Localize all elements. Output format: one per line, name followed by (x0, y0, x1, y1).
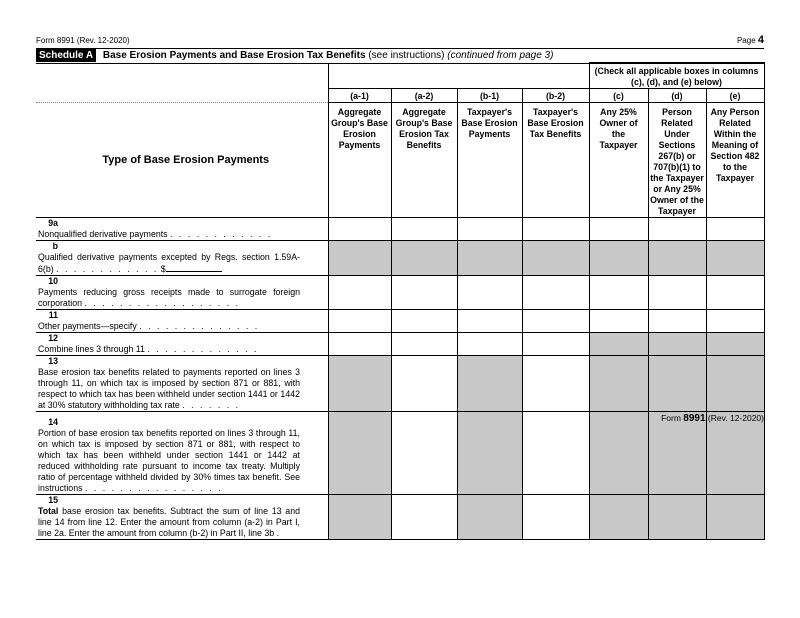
cell-12-e (706, 333, 764, 356)
cell-9a-a1[interactable] (328, 218, 391, 241)
cell-11-a2[interactable] (391, 310, 457, 333)
cell-11-a1[interactable] (328, 310, 391, 333)
cell-12-b2[interactable] (522, 333, 589, 356)
line-9b-row: bQualified derivative payments excepted by Regs. section 1.59A-6(b) . . . . . . . . . . . . $ (36, 241, 764, 276)
column-code-row (36, 89, 764, 103)
cell-10-c[interactable] (589, 276, 648, 310)
col-code-a1: (a-1) (328, 89, 391, 103)
cell-9b-a1 (328, 241, 391, 276)
line-text: Portion of base erosion tax benefits reported on lines 3 through 11, on which tax is imposed by section 871 or 881, with respect to which tax has been withheld under section 1441 or 1442 at reduced withholding rate pursuant to income tax treaty. Multiply ratio of percentage withheld divided by 30% times tax benefit. See instructions (38, 428, 300, 493)
cell-9a-c[interactable] (589, 218, 648, 241)
row-header: Type of Base Erosion Payments (36, 103, 328, 218)
line-13-row: 13Base erosion tax benefits related to payments reported on lines 3 through 11, on which tax is imposed by section 871 or 881, with respect to which tax has been withheld under section 1441 or 1442 at 30% statutory withholding tax rate . . . . . . . (36, 356, 764, 412)
cell-9b-b2 (522, 241, 589, 276)
cell-10-a1[interactable] (328, 276, 391, 310)
cell-15-a2[interactable] (391, 495, 457, 540)
cell-9a-b1[interactable] (457, 218, 522, 241)
footer-form-number: 8991 (683, 413, 706, 424)
line-text: Base erosion tax benefits related to payments reported on lines 3 through 11, on which tax is imposed by section 871 or 881, with respect to which tax has been withheld under section 1441 or 1442 at 30% statutory withholding tax rate (38, 367, 300, 410)
cell-9b-c (589, 241, 648, 276)
col-code-a2: (a-2) (391, 89, 457, 103)
line-10-row: 10Payments reducing gross receipts made to surrogate foreign corporation . . . . . . . . . . . . . . . . . . (36, 276, 764, 310)
schedule-tag: Schedule A (36, 49, 96, 62)
cell-13-a1 (328, 356, 391, 412)
footer-prefix: Form (661, 413, 681, 423)
cell-9a-b2[interactable] (522, 218, 589, 241)
line-number: 13 (48, 356, 58, 366)
cell-14-a2[interactable] (391, 412, 457, 495)
cell-13-e (706, 356, 764, 412)
cell-11-d[interactable] (648, 310, 706, 333)
cell-9b-d (648, 241, 706, 276)
cell-9b-e (706, 241, 764, 276)
col-desc-a1: Aggregate Group's Base Erosion Payments (328, 103, 391, 218)
line-number: b (52, 241, 58, 251)
col-desc-d: Person Related Under Sections 267(b) or 707(b)(1) to the Taxpayer or Any 25% Owner of the Taxpayer (648, 103, 706, 218)
col-code-d: (d) (648, 89, 706, 103)
page-indicator (737, 34, 764, 46)
cell-14-c (589, 412, 648, 495)
check-note: (Check all applicable boxes in columns (c), (d), and (e) below) (589, 63, 764, 89)
amount-entry-9b[interactable] (166, 263, 222, 272)
page-label: Page (736, 36, 756, 45)
col-desc-b2: Taxpayer's Base Erosion Tax Benefits (522, 103, 589, 218)
cell-15-d (648, 495, 706, 540)
cell-13-b2[interactable] (522, 356, 589, 412)
line-11-row: 11Other payments—specify . . . . . . . . . . . . . . (36, 310, 764, 333)
cell-13-c (589, 356, 648, 412)
line-number: 15 (48, 495, 58, 505)
base-erosion-table (36, 62, 765, 540)
line-text: Nonqualified derivative payments (38, 229, 168, 239)
line-text: base erosion tax benefits. Subtract the sum of line 13 and line 14 from line 12. Enter the amount from column (a-2) in Part I, line 2a. Enter the amount from column (b-2) in Part II, line 3b (38, 506, 300, 538)
line-text: Payments reducing gross receipts made to surrogate foreign corporation (38, 287, 300, 308)
cell-10-a2[interactable] (391, 276, 457, 310)
cell-15-a1 (328, 495, 391, 540)
col-desc-c: Any 25% Owner of the Taxpayer (589, 103, 648, 218)
line-number: 11 (48, 310, 58, 320)
cell-12-d (648, 333, 706, 356)
cell-11-b2[interactable] (522, 310, 589, 333)
cell-15-c (589, 495, 648, 540)
line-text: Other payments—specify (38, 321, 137, 331)
cell-12-a2[interactable] (391, 333, 457, 356)
line-text: Combine lines 3 through 11 (38, 344, 145, 354)
cell-9a-a2[interactable] (391, 218, 457, 241)
page-footer (661, 413, 764, 424)
cell-13-a2[interactable] (391, 356, 457, 412)
amount-prefix: $ (160, 264, 166, 274)
cell-10-e[interactable] (706, 276, 764, 310)
line-9a-row: 9aNonqualified derivative payments . . . . . . . . . . . . (36, 218, 764, 241)
line-number: 12 (48, 333, 58, 343)
cell-12-c (589, 333, 648, 356)
cell-11-b1[interactable] (457, 310, 522, 333)
line-number: 10 (48, 276, 58, 286)
col-code-b1: (b-1) (457, 89, 522, 103)
cell-15-e (706, 495, 764, 540)
line-lead: Total (38, 506, 59, 516)
col-code-e: (e) (706, 89, 764, 103)
cell-12-b1[interactable] (457, 333, 522, 356)
cell-10-b1[interactable] (457, 276, 522, 310)
cell-14-b2[interactable] (522, 412, 589, 495)
cell-9a-d[interactable] (648, 218, 706, 241)
form-id: Form 8991 (Rev. 12-2020) (36, 36, 130, 45)
cell-9a-e[interactable] (706, 218, 764, 241)
cell-14-b1 (457, 412, 522, 495)
col-desc-e: Any Person Related Within the Meaning of Section 482 to the Taxpayer (706, 103, 764, 218)
cell-9b-a2 (391, 241, 457, 276)
cell-13-d (648, 356, 706, 412)
cell-10-b2[interactable] (522, 276, 589, 310)
line-number: 9a (48, 218, 58, 228)
footer-revision: (Rev. 12-2020) (707, 413, 764, 423)
cell-13-b1 (457, 356, 522, 412)
column-desc-row (36, 103, 764, 218)
line-12-row: 12Combine lines 3 through 11 . . . . . . . . . . . . . (36, 333, 764, 356)
schedule-see: (see instructions) (368, 50, 445, 61)
cell-11-c[interactable] (589, 310, 648, 333)
schedule-title: Base Erosion Payments and Base Erosion Tax Benefits (102, 50, 366, 61)
cell-11-e[interactable] (706, 310, 764, 333)
col-code-b2: (b-2) (522, 89, 589, 103)
page-number: 4 (757, 34, 764, 46)
cell-15-b1 (457, 495, 522, 540)
col-code-c: (c) (589, 89, 648, 103)
cell-9b-b1 (457, 241, 522, 276)
schedule-continued: (continued from page 3) (447, 50, 554, 61)
line-text: Qualified derivative payments excepted by Regs. section 1.59A-6(b) (38, 252, 300, 274)
col-desc-a2: Aggregate Group's Base Erosion Tax Benefits (391, 103, 457, 218)
cell-10-d[interactable] (648, 276, 706, 310)
col-desc-b1: Taxpayer's Base Erosion Payments (457, 103, 522, 218)
check-note-row (36, 63, 764, 89)
line-14-row: 14Portion of base erosion tax benefits reported on lines 3 through 11, on which tax is imposed by section 871 or 881, with respect to which tax has been withheld under section 1441 or 1442 at reduced withholding rate pursuant to income tax treaty. Multiply ratio of percentage withheld divided by 30% times tax benefit. See instructions . . . . . . . . . . . . . . . . (36, 412, 764, 495)
cell-14-a1 (328, 412, 391, 495)
line-15-row: 15Total base erosion tax benefits. Subtract the sum of line 13 and line 14 from line 12. Enter the amount from column (a-2) in Part I, line 2a. Enter the amount from column (b-2) in Part II, line 3b . (36, 495, 764, 540)
page-header (36, 34, 764, 48)
line-number: 14 (48, 417, 58, 427)
cell-15-b2[interactable] (522, 495, 589, 540)
cell-12-a1[interactable] (328, 333, 391, 356)
